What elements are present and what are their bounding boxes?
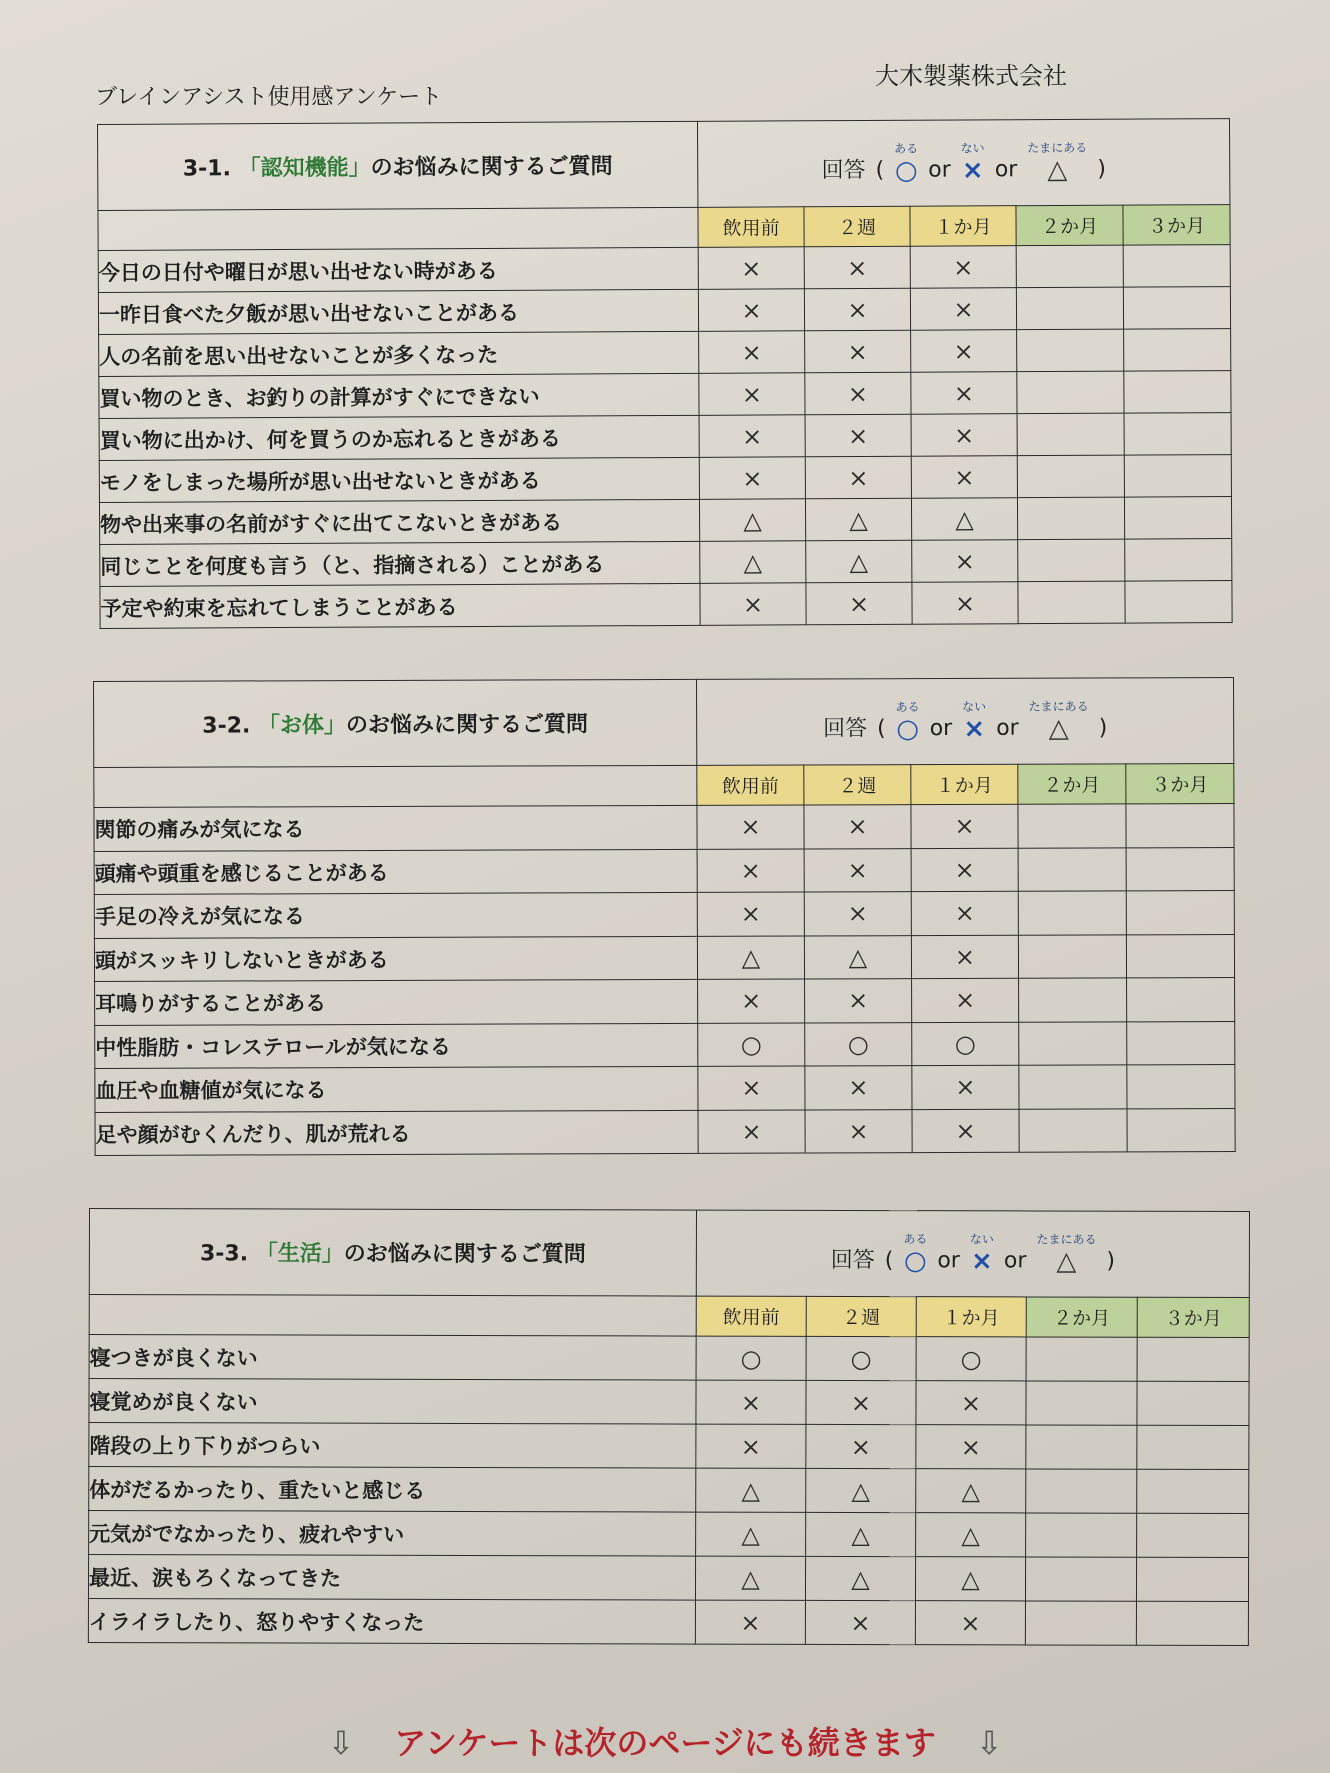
answer-cell[interactable]: × (805, 1066, 912, 1110)
question-text: 同じことを何度も言う（と、指摘される）ことがある (100, 541, 700, 586)
section-heading-suffix: のお悩みに関するご質問 (343, 1241, 586, 1268)
period-2-weeks: ２週 (804, 765, 911, 805)
continuation-notice (0, 1718, 1330, 1764)
question-text: 物や出来事の名前がすぐに出てこないときがある (99, 499, 699, 544)
continuation-message: アンケートは次のページにも続きます (394, 1724, 936, 1762)
answer-cell[interactable] (1126, 934, 1234, 978)
paren-close: ) (1097, 156, 1106, 182)
question-row (94, 847, 1234, 894)
answer-cell[interactable]: × (805, 414, 911, 457)
period-before: 飲用前 (698, 207, 804, 248)
blank-cell (89, 1295, 696, 1337)
answer-cell[interactable]: × (698, 1066, 805, 1110)
answer-cell[interactable] (1025, 1601, 1136, 1645)
answer-cell[interactable]: △ (916, 1469, 1026, 1513)
question-row (99, 455, 1231, 503)
period-2-weeks: ２週 (806, 1296, 916, 1336)
answer-cell[interactable] (1026, 1381, 1137, 1425)
triangle-icon: △ (1047, 154, 1068, 185)
answer-cell[interactable] (1018, 847, 1126, 891)
answer-legend (696, 678, 1233, 766)
period-1-month: １か月 (911, 764, 1018, 804)
answer-cell[interactable]: × (916, 1381, 1026, 1425)
answer-cell[interactable]: × (915, 1601, 1025, 1645)
answer-cell[interactable]: × (697, 805, 804, 849)
section-topic: 「認知機能」 (238, 155, 371, 182)
answer-cell[interactable]: ○ (916, 1337, 1026, 1381)
answer-cell[interactable] (1017, 413, 1124, 456)
question-row (99, 413, 1231, 461)
answer-cell[interactable] (1017, 455, 1124, 498)
question-text: 元気がでなかったり、疲れやすい (89, 1511, 696, 1557)
question-row (99, 329, 1231, 377)
answer-cell[interactable] (1124, 329, 1231, 372)
question-text: 予定や約束を忘れてしまうことがある (100, 583, 700, 628)
question-row (100, 539, 1232, 587)
yes-caption: ある (903, 1231, 928, 1246)
question-text: 血圧や血糖値が気になる (95, 1066, 698, 1112)
answer-cell[interactable] (1018, 891, 1126, 935)
question-text: 足や顔がむくんだり、肌が荒れる (95, 1110, 698, 1156)
answer-cell[interactable] (1126, 891, 1234, 935)
paren-close: ) (1098, 714, 1108, 740)
question-row (89, 1423, 1249, 1470)
question-row (95, 1021, 1235, 1068)
answer-cell[interactable]: × (805, 1109, 912, 1153)
answer-cell[interactable]: ○ (805, 1022, 912, 1066)
question-text: 人の名前を思い出せないことが多くなった (99, 331, 699, 376)
answer-cell[interactable]: △ (697, 936, 804, 980)
answer-cell[interactable]: × (695, 1600, 805, 1644)
or-word: or (928, 157, 951, 183)
question-text: 頭がスッキリしないときがある (94, 936, 697, 982)
answer-cell[interactable] (1026, 1337, 1137, 1381)
period-2-months: ２か月 (1016, 205, 1123, 246)
answer-cell[interactable] (1017, 329, 1124, 372)
question-text: 最近、涙もろくなってきた (88, 1555, 695, 1601)
question-text: イライラしたり、怒りやすくなった (88, 1599, 695, 1645)
answer-cell[interactable]: × (911, 804, 1018, 848)
answer-cell[interactable] (1019, 1021, 1127, 1065)
answer-cell[interactable] (1137, 1337, 1249, 1381)
question-row (94, 891, 1234, 938)
answer-cell[interactable]: × (699, 331, 805, 374)
sometimes-caption: たまにある (1027, 140, 1088, 155)
period-2-months: ２か月 (1026, 1297, 1137, 1337)
question-text: モノをしまった場所が思い出せないときがある (99, 457, 699, 502)
answer-cell[interactable]: × (916, 1425, 1026, 1469)
no-caption: ない (960, 140, 985, 155)
answer-cell[interactable] (1017, 497, 1124, 540)
question-row (99, 497, 1231, 545)
answer-cell[interactable] (1126, 804, 1234, 848)
answer-cell[interactable] (1137, 1381, 1249, 1425)
or-word: or (994, 156, 1018, 182)
answer-label: 回答 (830, 1247, 875, 1273)
section-topic: 「お体」 (257, 713, 347, 739)
answer-legend (696, 1210, 1249, 1297)
answer-cell[interactable]: ○ (696, 1336, 806, 1380)
question-rows (88, 1335, 1249, 1646)
section-heading (94, 679, 697, 767)
yes-caption: ある (894, 141, 919, 156)
answer-cell[interactable]: × (911, 456, 1017, 499)
answer-cell[interactable]: × (806, 1424, 916, 1468)
or-word: or (996, 715, 1019, 741)
answer-cell[interactable]: × (698, 979, 805, 1023)
question-row (100, 581, 1232, 629)
answer-cell[interactable] (1019, 1065, 1127, 1109)
question-text: 耳鳴りがすることがある (95, 979, 698, 1025)
period-header-row (94, 764, 1234, 808)
answer-cell[interactable]: × (699, 457, 805, 500)
answer-cell[interactable]: × (911, 414, 1017, 457)
blank-cell (98, 207, 698, 250)
sometimes-caption: たまにある (1028, 699, 1089, 714)
triangle-icon: △ (1048, 713, 1069, 744)
company-name: 大木製薬株式会社 (875, 62, 1067, 90)
answer-cell[interactable]: △ (805, 498, 911, 541)
question-text: 体がだるかったり、重たいと感じる (89, 1467, 696, 1513)
answer-cell[interactable]: △ (806, 1512, 916, 1556)
answer-cell[interactable] (1127, 1108, 1235, 1152)
answer-cell[interactable] (1026, 1469, 1137, 1513)
question-row (95, 978, 1235, 1025)
answer-cell[interactable]: △ (911, 498, 1017, 541)
answer-cell[interactable]: × (805, 979, 912, 1023)
question-text: 頭痛や頭重を感じることがある (94, 849, 697, 895)
answer-cell[interactable]: × (804, 246, 910, 289)
answer-cell[interactable] (1136, 1601, 1248, 1645)
section-heading-suffix: のお悩みに関するご質問 (370, 154, 613, 181)
answer-cell[interactable] (1124, 413, 1231, 456)
answer-cell[interactable]: ○ (806, 1336, 916, 1380)
question-row (95, 1108, 1235, 1155)
answer-cell[interactable] (1125, 539, 1232, 582)
question-text: 中性脂肪・コレステロールが気になる (95, 1023, 698, 1069)
answer-cell[interactable]: × (911, 372, 1017, 415)
question-text: 寝覚めが良くない (89, 1379, 696, 1425)
question-row (88, 1555, 1248, 1602)
answer-cell[interactable]: × (805, 1600, 915, 1644)
question-row (89, 1335, 1249, 1382)
answer-cell[interactable]: × (699, 373, 805, 416)
answer-cell[interactable]: × (911, 935, 1018, 979)
or-word: or (937, 1247, 960, 1273)
answer-cell[interactable] (1016, 245, 1123, 288)
or-word: or (929, 715, 953, 741)
question-text: 買い物のとき、お釣りの計算がすぐにできない (99, 373, 699, 418)
answer-cell[interactable] (1127, 1021, 1235, 1065)
answer-cell[interactable] (1137, 1425, 1249, 1469)
answer-cell[interactable] (1124, 371, 1231, 414)
period-1-month: １か月 (910, 206, 1016, 247)
question-text: 買い物に出かけ、何を買うのか忘れるときがある (99, 415, 699, 460)
answer-cell[interactable]: × (910, 288, 1016, 331)
period-header-row (89, 1295, 1249, 1338)
question-text: 寝つきが良くない (89, 1335, 696, 1381)
survey-table-3-3 (88, 1208, 1250, 1646)
section-heading-suffix: のお悩みに関するご質問 (345, 712, 589, 739)
question-row (98, 245, 1230, 293)
answer-cell[interactable]: × (911, 330, 1017, 373)
answer-cell[interactable] (1127, 1065, 1235, 1109)
no-caption: ない (962, 699, 987, 714)
survey-table-3-2 (93, 677, 1236, 1156)
answer-cell[interactable]: × (804, 848, 911, 892)
blank-cell (94, 765, 697, 807)
section-number: 3-3. (199, 1241, 256, 1267)
question-text: 今日の日付や曜日が思い出せない時がある (98, 247, 698, 292)
or-word: or (1003, 1247, 1027, 1273)
triangle-icon: △ (1056, 1246, 1077, 1277)
question-text: 一昨日食べた夕飯が思い出せないことがある (98, 289, 698, 334)
question-row (98, 287, 1230, 335)
answer-cell[interactable]: × (699, 415, 805, 458)
period-2-weeks: ２週 (804, 206, 910, 247)
answer-cell[interactable]: × (912, 978, 1019, 1022)
period-3-months: ３か月 (1126, 764, 1234, 804)
answer-cell[interactable] (1018, 804, 1126, 848)
answer-cell[interactable]: △ (696, 1468, 806, 1512)
answer-cell[interactable] (1019, 978, 1127, 1022)
answer-label: 回答 (823, 715, 868, 741)
answer-cell[interactable] (1019, 1108, 1127, 1152)
answer-cell[interactable]: × (912, 1109, 1019, 1153)
survey-table-3-1 (97, 118, 1233, 629)
answer-cell[interactable]: × (696, 1424, 806, 1468)
period-2-months: ２か月 (1018, 764, 1126, 804)
paren-open: ( (875, 157, 885, 183)
answer-cell[interactable]: × (698, 247, 804, 290)
answer-cell[interactable]: △ (699, 499, 805, 542)
answer-cell[interactable]: △ (806, 540, 912, 583)
answer-cell[interactable] (1127, 978, 1235, 1022)
answer-cell[interactable] (1124, 497, 1231, 540)
answer-cell[interactable] (1126, 847, 1234, 891)
section-number: 3-1. (182, 156, 239, 182)
answer-cell[interactable] (1018, 539, 1125, 582)
question-text: 階段の上り下りがつらい (89, 1423, 696, 1469)
answer-cell[interactable] (1137, 1469, 1249, 1513)
section-heading (98, 121, 698, 210)
answer-cell[interactable]: × (911, 891, 1018, 935)
paren-close: ) (1106, 1248, 1116, 1274)
paren-open: ( (877, 715, 886, 741)
section-heading (89, 1209, 696, 1297)
question-rows (98, 245, 1232, 629)
answer-cell[interactable] (1137, 1513, 1249, 1557)
answer-cell[interactable]: × (805, 372, 911, 415)
answer-cell[interactable] (1026, 1513, 1137, 1557)
answer-cell[interactable]: × (804, 288, 910, 331)
question-row (88, 1599, 1248, 1646)
question-row (95, 1065, 1235, 1112)
answer-cell[interactable]: × (805, 330, 911, 373)
answer-cell[interactable]: × (805, 456, 911, 499)
answer-cell[interactable]: × (912, 1065, 1019, 1109)
section-number: 3-2. (202, 713, 259, 739)
answer-cell[interactable]: × (911, 848, 1018, 892)
yes-caption: ある (895, 699, 920, 714)
cross-icon: × (963, 713, 986, 744)
circle-icon: ○ (896, 713, 920, 744)
question-row (94, 934, 1234, 981)
answer-cell[interactable] (1026, 1425, 1137, 1469)
answer-label: 回答 (821, 157, 866, 183)
answer-cell[interactable]: △ (805, 1556, 915, 1600)
cross-icon: × (961, 154, 984, 185)
answer-cell[interactable]: × (912, 540, 1018, 583)
period-header-row (98, 205, 1230, 251)
answer-cell[interactable]: × (806, 1380, 916, 1424)
down-arrow-icon: ⇩ (975, 1724, 1003, 1762)
answer-cell[interactable]: △ (700, 541, 806, 584)
answer-cell[interactable] (1025, 1557, 1136, 1601)
circle-icon: ○ (894, 155, 918, 186)
cross-icon: × (970, 1245, 993, 1276)
answer-cell[interactable] (1016, 287, 1123, 330)
question-row (89, 1511, 1249, 1558)
period-before: 飲用前 (697, 765, 804, 805)
answer-cell[interactable]: △ (916, 1513, 1026, 1557)
question-text: 関節の痛みが気になる (94, 805, 697, 851)
answer-legend (697, 119, 1229, 208)
answer-cell[interactable]: △ (804, 935, 911, 979)
answer-cell[interactable]: × (912, 582, 1018, 625)
answer-cell[interactable] (1017, 371, 1124, 414)
paren-open: ( (884, 1247, 894, 1273)
answer-cell[interactable]: × (698, 289, 804, 332)
answer-cell[interactable] (1018, 934, 1126, 978)
question-row (99, 371, 1231, 419)
answer-cell[interactable]: × (910, 246, 1016, 289)
answer-cell[interactable]: × (698, 1110, 805, 1154)
no-caption: ない (969, 1231, 994, 1246)
period-1-month: １か月 (916, 1297, 1026, 1337)
answer-cell[interactable]: × (696, 1380, 806, 1424)
answer-cell[interactable]: △ (696, 1512, 806, 1556)
answer-cell[interactable] (1123, 245, 1230, 288)
answer-cell[interactable]: × (806, 582, 912, 625)
answer-cell[interactable]: △ (695, 1556, 805, 1600)
answer-cell[interactable]: △ (915, 1557, 1025, 1601)
answer-cell[interactable]: × (697, 849, 804, 893)
period-before: 飲用前 (696, 1296, 806, 1336)
answer-cell[interactable]: × (700, 583, 806, 626)
answer-cell[interactable]: × (804, 892, 911, 936)
document-title: ブレインアシスト使用感アンケート (95, 85, 443, 110)
period-3-months: ３か月 (1137, 1297, 1249, 1337)
section-topic: 「生活」 (255, 1241, 344, 1267)
question-row (94, 804, 1234, 851)
down-arrow-icon: ⇩ (327, 1724, 355, 1762)
sometimes-caption: たまにある (1036, 1231, 1097, 1247)
answer-cell[interactable]: × (804, 805, 911, 849)
question-rows (94, 804, 1235, 1156)
answer-cell[interactable]: △ (806, 1468, 916, 1512)
question-text: 手足の冷えが気になる (94, 892, 697, 938)
question-row (89, 1379, 1249, 1426)
answer-cell[interactable] (1018, 581, 1125, 624)
answer-cell[interactable]: ○ (912, 1022, 1019, 1066)
answer-cell[interactable] (1123, 287, 1230, 330)
answer-cell[interactable] (1125, 581, 1232, 624)
answer-cell[interactable] (1136, 1557, 1248, 1601)
period-3-months: ３か月 (1123, 205, 1230, 246)
circle-icon: ○ (903, 1245, 927, 1276)
answer-cell[interactable]: × (697, 892, 804, 936)
answer-cell[interactable] (1124, 455, 1231, 498)
question-row (89, 1467, 1249, 1514)
answer-cell[interactable]: ○ (698, 1023, 805, 1067)
